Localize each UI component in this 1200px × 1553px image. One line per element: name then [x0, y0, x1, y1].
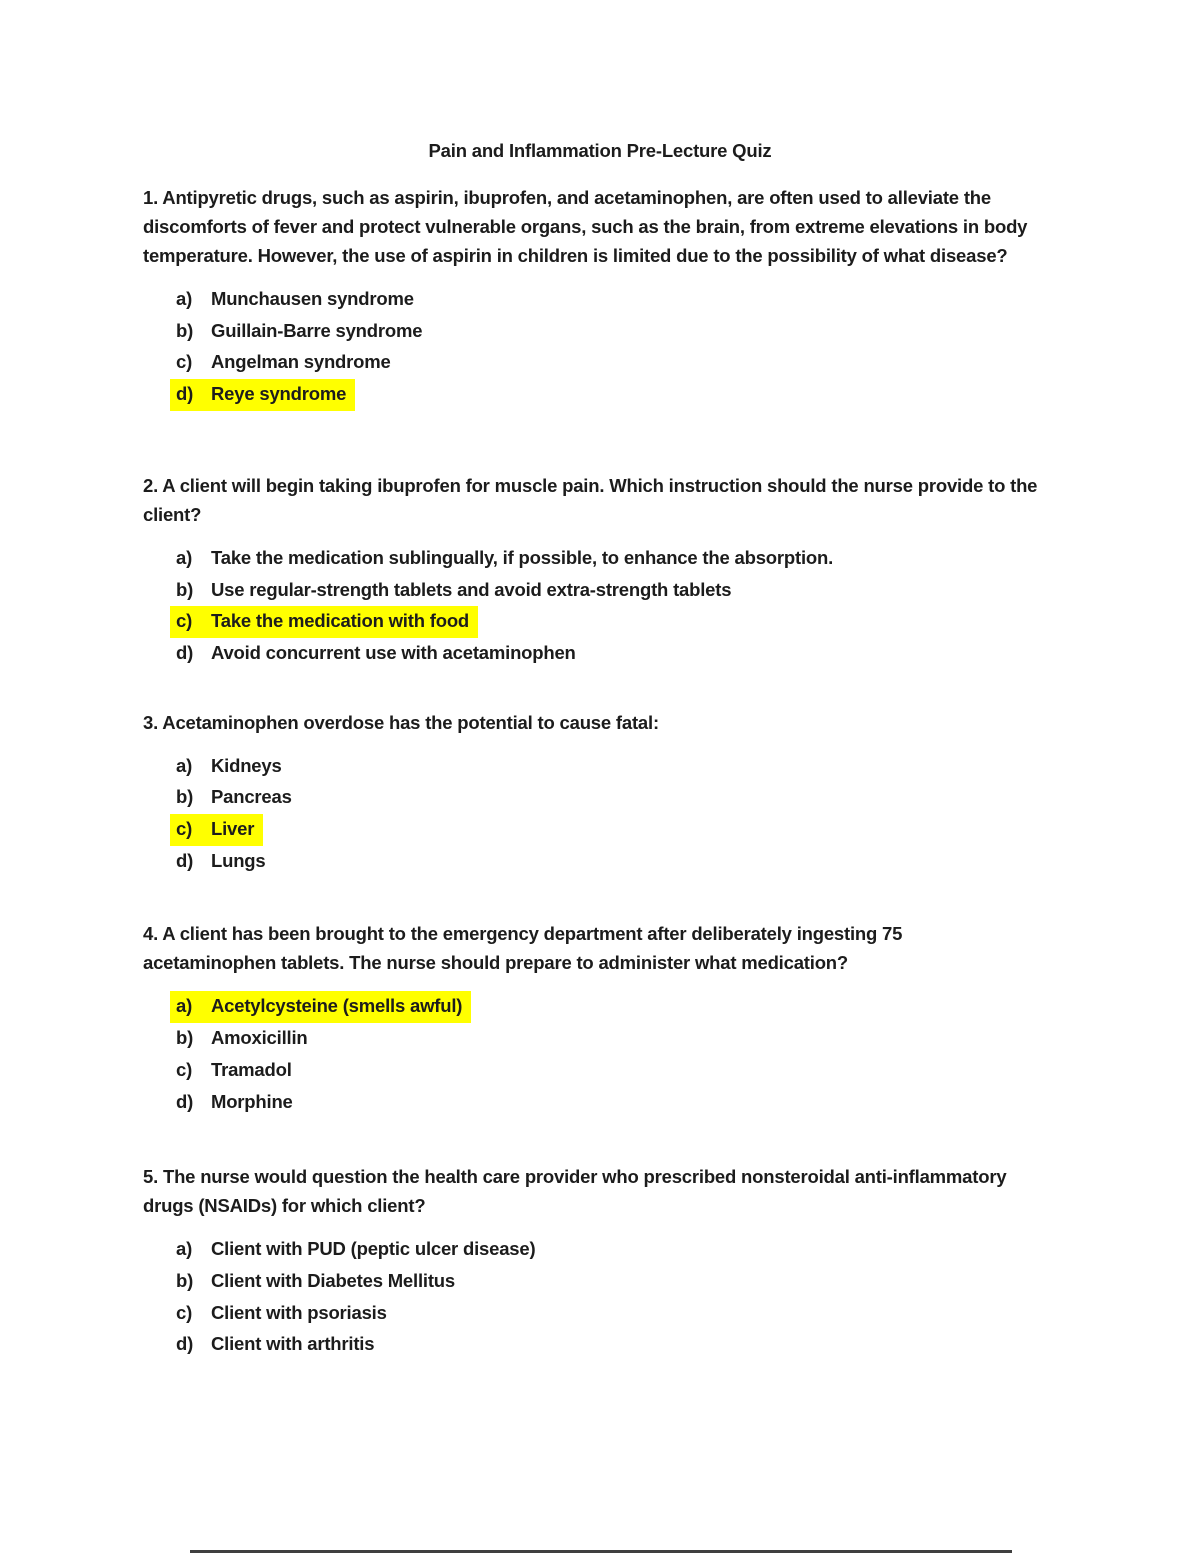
option-marker: d) [176, 1333, 194, 1355]
question-stem-line: 5. The nurse would question the health care provider who prescribed nonsteroidal anti-inflammatory [143, 1166, 1007, 1188]
option-marker: a) [176, 1238, 193, 1260]
answer-highlight [170, 991, 471, 1023]
option-marker: b) [176, 319, 194, 341]
question-stem-line: client? [143, 503, 202, 525]
option-text: Kidneys [211, 754, 282, 776]
option-marker: c) [176, 1301, 193, 1323]
option-text: Angelman syndrome [211, 351, 391, 373]
question-stem-line: 1. Antipyretic drugs, such as aspirin, ibuprofen, and acetaminophen, are often used to alleviate the [143, 187, 991, 208]
question-stem [143, 183, 1057, 270]
option-marker: c) [176, 1058, 193, 1080]
question-stem [143, 919, 1057, 977]
option-highlight-wrap [170, 638, 585, 670]
option-highlight-wrap [170, 316, 431, 348]
question-stem-line: 3. Acetaminophen overdose has the potential to cause fatal: [143, 711, 659, 733]
option-row [143, 638, 1057, 670]
option-highlight-wrap [170, 751, 291, 783]
option-marker: d) [176, 1090, 194, 1112]
question-block [143, 183, 1057, 411]
option-text: Tramadol [211, 1058, 292, 1080]
option-text: Client with PUD (peptic ulcer disease) [211, 1238, 536, 1260]
option-row [143, 1055, 1057, 1087]
option-list [143, 1234, 1057, 1361]
option-row [143, 1023, 1057, 1055]
option-row [143, 1298, 1057, 1330]
option-marker: b) [176, 1269, 194, 1291]
option-marker: c) [176, 818, 193, 840]
option-row [143, 347, 1057, 379]
question-stem-line: drugs (NSAIDs) for which client? [143, 1195, 426, 1217]
option-row [143, 782, 1057, 814]
option-highlight-wrap [170, 1266, 464, 1298]
option-marker: d) [176, 641, 194, 663]
option-row [143, 379, 1057, 411]
option-highlight-wrap [170, 846, 275, 878]
option-text: Client with arthritis [211, 1333, 375, 1355]
option-text: Avoid concurrent use with acetaminophen [211, 641, 576, 663]
question-stem [143, 708, 1057, 737]
option-row [143, 1087, 1057, 1119]
option-list [143, 991, 1057, 1118]
option-text: Take the medication with food [211, 610, 470, 632]
option-row [143, 316, 1057, 348]
option-highlight-wrap [170, 782, 301, 814]
question-block [143, 708, 1057, 878]
option-row [143, 1234, 1057, 1266]
option-highlight-wrap [170, 1055, 301, 1087]
answer-highlight [170, 814, 263, 846]
option-text: Morphine [211, 1090, 293, 1112]
option-text: Pancreas [211, 786, 292, 808]
option-marker: b) [176, 786, 194, 808]
question-stem-line: 2. A client will begin taking ibuprofen for muscle pain. Which instruction should the nurse provide to the [143, 474, 1038, 496]
option-highlight-wrap [170, 1298, 396, 1330]
option-highlight-wrap [170, 575, 740, 607]
option-text: Amoxicillin [211, 1027, 308, 1049]
option-row [143, 846, 1057, 878]
option-text: Acetylcysteine (smells awful) [211, 995, 463, 1017]
option-row [143, 1266, 1057, 1298]
option-row [143, 284, 1057, 316]
option-highlight-wrap [170, 543, 842, 575]
option-text: Guillain-Barre syndrome [211, 319, 423, 341]
question-block [143, 1162, 1057, 1361]
option-marker: c) [176, 610, 193, 632]
option-row [143, 991, 1057, 1023]
question-stem-line: acetaminophen tablets. The nurse should prepare to administer what medication? [143, 952, 849, 974]
option-highlight-wrap [170, 1023, 317, 1055]
option-marker: d) [176, 383, 194, 405]
option-highlight-wrap [170, 1234, 544, 1266]
option-list [143, 751, 1057, 878]
option-highlight-wrap [170, 347, 400, 379]
option-highlight-wrap [170, 1087, 302, 1119]
option-list [143, 543, 1057, 670]
option-row [143, 575, 1057, 607]
answer-highlight [170, 379, 355, 411]
option-row [143, 751, 1057, 783]
answer-highlight [170, 606, 478, 638]
option-highlight-wrap [170, 1329, 383, 1361]
option-row [143, 814, 1057, 846]
option-marker: b) [176, 578, 194, 600]
question-block [143, 471, 1057, 670]
question-stem-line: 4. A client has been brought to the emergency department after deliberately ingesting 75 [143, 923, 903, 945]
option-highlight-wrap [170, 284, 423, 316]
option-text: Client with psoriasis [211, 1301, 387, 1323]
option-text: Liver [211, 818, 255, 840]
option-text: Lungs [211, 849, 266, 871]
option-text: Munchausen syndrome [211, 288, 414, 309]
option-row [143, 543, 1057, 575]
option-text: Reye syndrome [211, 383, 347, 405]
question-stem [143, 471, 1057, 529]
question-stem-line: discomforts of fever and protect vulnerable organs, such as the brain, from extreme elevations in body [143, 216, 1028, 237]
option-marker: a) [176, 995, 193, 1017]
option-marker: b) [176, 1027, 194, 1049]
option-marker: a) [176, 754, 193, 776]
option-text: Use regular-strength tablets and avoid extra-strength tablets [211, 578, 732, 600]
option-list [143, 284, 1057, 411]
question-stem [143, 1162, 1057, 1220]
option-row [143, 606, 1057, 638]
option-marker: d) [176, 849, 194, 871]
option-marker: c) [176, 351, 193, 373]
page-title: Pain and Inflammation Pre-Lecture Quiz [428, 140, 772, 161]
option-row [143, 1329, 1057, 1361]
option-text: Take the medication sublingually, if possible, to enhance the absorption. [211, 546, 834, 568]
question-block [143, 919, 1057, 1118]
question-stem-line: temperature. However, the use of aspirin in children is limited due to the possibility of what disease? [143, 245, 1008, 266]
question-list [143, 183, 1057, 1361]
option-marker: a) [176, 288, 193, 309]
option-text: Client with Diabetes Mellitus [211, 1269, 455, 1291]
option-marker: a) [176, 546, 193, 568]
